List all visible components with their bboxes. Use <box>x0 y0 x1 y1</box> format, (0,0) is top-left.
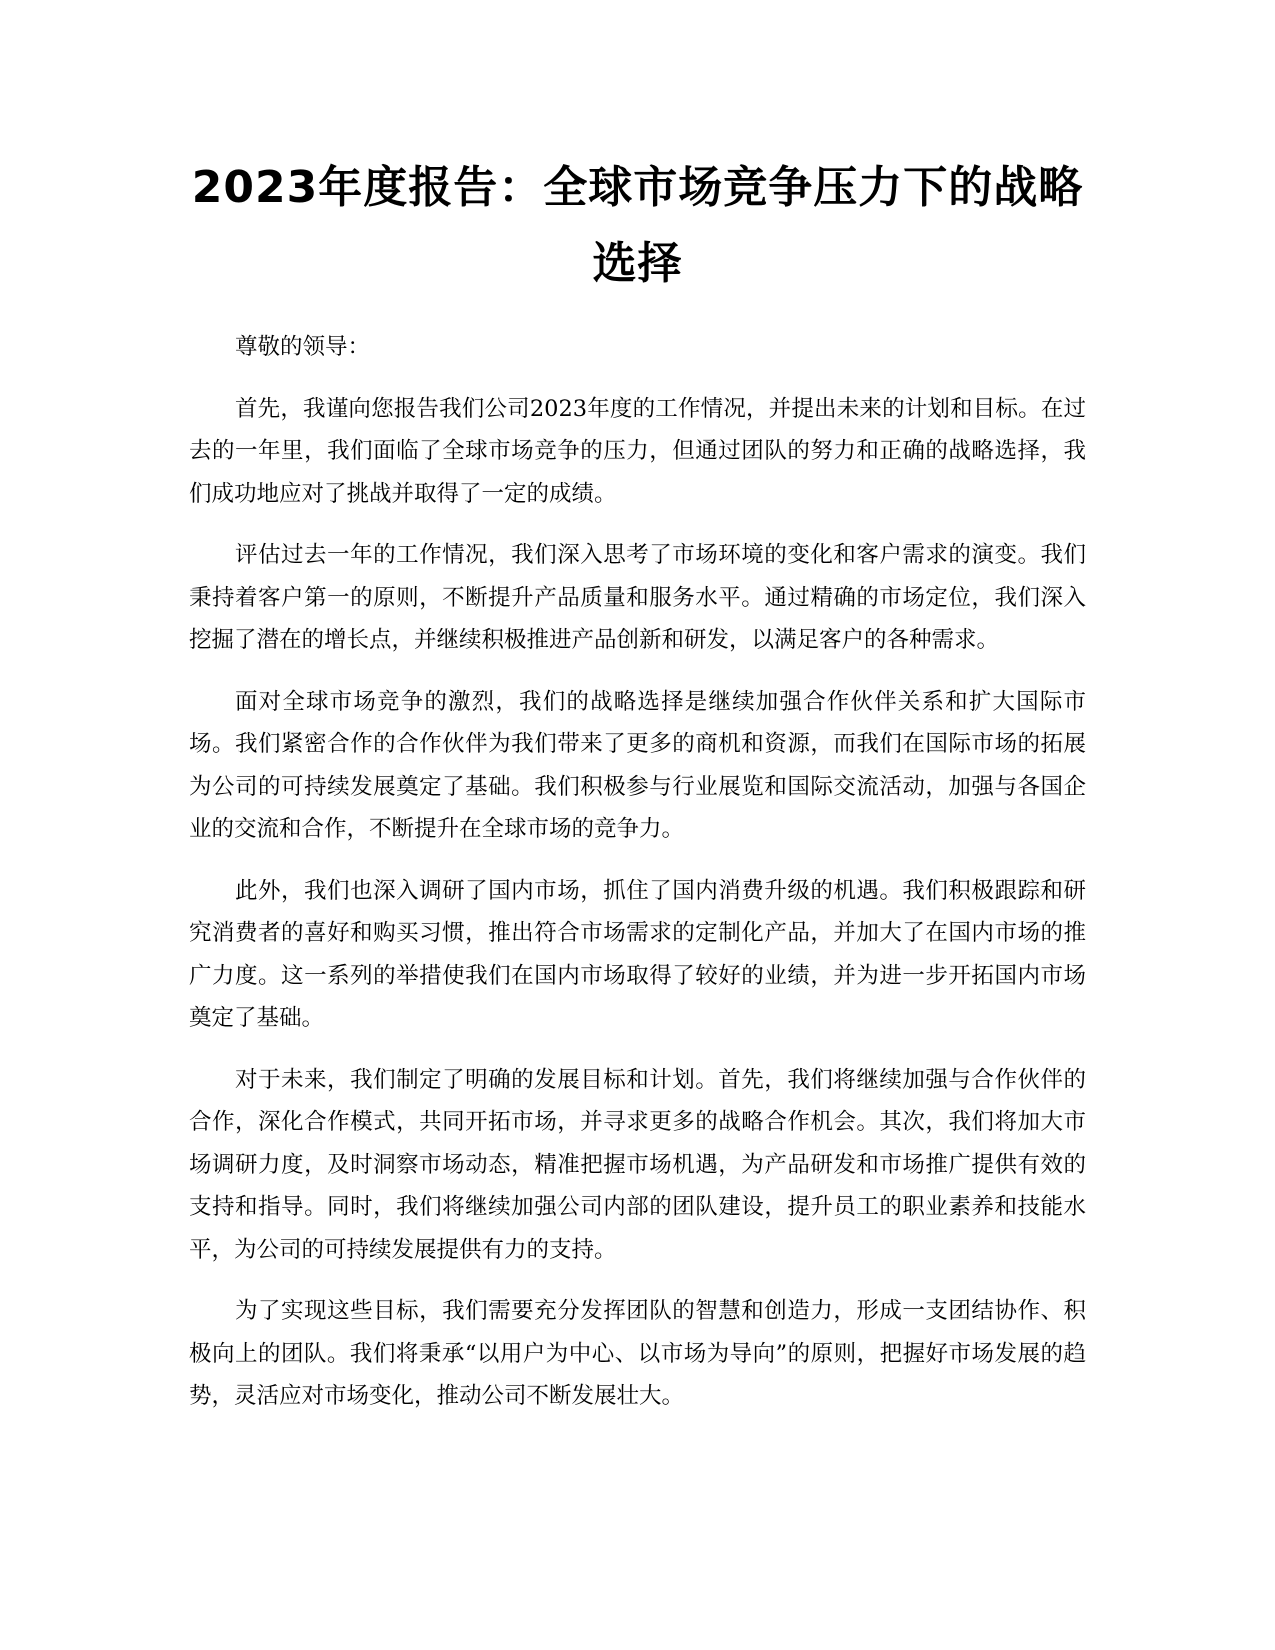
paragraph-1: 首先，我谨向您报告我们公司2023年度的工作情况，并提出未来的计划和目标。在过去的一年里，我们面临了全球市场竞争的压力，但通过团队的努力和正确的战略选择，我们成功地应对了挑战并取得了一定的成绩。 <box>189 395 1086 507</box>
paragraph-6: 为了实现这些目标，我们需要充分发挥团队的智慧和创造力，形成一支团结协作、积极向上的团队。我们将秉承“以用户为中心、以市场为导向”的原则，把握好市场发展的趋势，灵活应对市场变化，推动公司不断发展壮大。 <box>189 1298 1086 1409</box>
document-title: 2023年度报告：全球市场竞争压力下的战略选择 <box>191 162 1084 289</box>
salutation: 尊敬的领导： <box>235 334 371 360</box>
paragraph-2: 评估过去一年的工作情况，我们深入思考了市场环境的变化和客户需求的演变。我们秉持着客户第一的原则，不断提升产品质量和服务水平。通过精确的市场定位，我们深入挖掘了潜在的增长点，并继续积极推进产品创新和研发，以满足客户的各种需求。 <box>189 542 1086 653</box>
paragraph-3: 面对全球市场竞争的激烈，我们的战略选择是继续加强合作伙伴关系和扩大国际市场。我们紧密合作的合作伙伴为我们带来了更多的商机和资源，而我们在国际市场的拓展为公司的可持续发展奠定了基础。我们积极参与行业展览和国际交流活动，加强与各国企业的交流和合作，不断提升在全球市场的竞争力。 <box>189 688 1086 842</box>
document-page <box>189 0 1086 1418</box>
paragraph-4: 此外，我们也深入调研了国内市场，抓住了国内消费升级的机遇。我们积极跟踪和研究消费者的喜好和购买习惯，推出符合市场需求的定制化产品，并加大了在国内市场的推广力度。这一系列的举措使我们在国内市场取得了较好的业绩，并为进一步开拓国内市场奠定了基础。 <box>189 877 1086 1031</box>
paragraph-5: 对于未来，我们制定了明确的发展目标和计划。首先，我们将继续加强与合作伙伴的合作，深化合作模式，共同开拓市场，并寻求更多的战略合作机会。其次，我们将加大市场调研力度，及时洞察市场动态，精准把握市场机遇，为产品研发和市场推广提供有效的支持和指导。同时，我们将继续加强公司内部的团队建设，提升员工的职业素养和技能水平，为公司的可持续发展提供有力的支持。 <box>189 1066 1086 1263</box>
